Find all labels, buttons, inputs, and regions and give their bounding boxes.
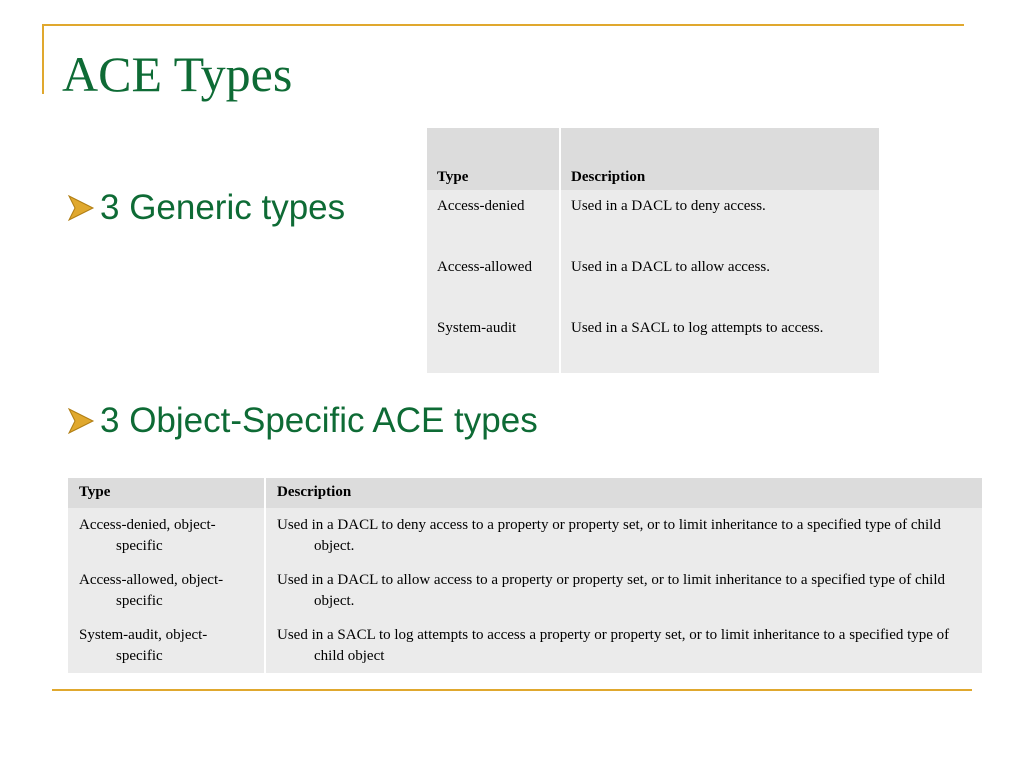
description-text: Used in a DACL to deny access to a property or property set, or to limit inheritance to a specified type of child object.: [277, 517, 941, 554]
table-row: [68, 563, 982, 618]
left-accent-rule: [42, 24, 44, 94]
arrow-bullet-icon: [66, 191, 96, 225]
description-text: Used in a DACL to allow access to a property or property set, or to limit inheritance to a specified type of child object.: [277, 572, 945, 609]
bullet-text: 3 Generic types: [100, 188, 346, 227]
description-cell: Used in a SACL to log attempts to access.: [560, 312, 879, 373]
type-cell: [68, 618, 265, 673]
column-header-description: Description: [265, 478, 982, 508]
arrow-bullet-icon: [66, 404, 96, 438]
table-row: [427, 251, 879, 312]
description-text: Used in a SACL to log attempts to access a property or property set, or to limit inheritance to a specified type of child object: [277, 627, 950, 664]
description-cell: Used in a DACL to deny access.: [560, 190, 879, 251]
type-text: System-audit, object-specific: [79, 627, 208, 664]
bottom-accent-rule: [52, 689, 972, 691]
type-cell: [68, 508, 265, 563]
bullet-text: 3 Object-Specific ACE types: [100, 401, 538, 440]
description-cell: Used in a DACL to allow access.: [560, 251, 879, 312]
type-text: Access-allowed, object-specific: [79, 572, 224, 609]
table-row: [427, 190, 879, 251]
description-cell: [265, 563, 982, 618]
column-header-type: Type: [427, 128, 560, 190]
column-header-description: Description: [560, 128, 879, 190]
table-row: [427, 312, 879, 373]
bullet-object-specific-types: [66, 400, 538, 442]
type-cell: System-audit: [427, 312, 560, 373]
type-cell: Access-denied: [427, 190, 560, 251]
description-cell: [265, 508, 982, 563]
generic-ace-table: [427, 128, 879, 373]
column-header-type: Type: [68, 478, 265, 508]
type-cell: [68, 563, 265, 618]
description-cell: [265, 618, 982, 673]
table-row: [68, 618, 982, 673]
type-text: Access-denied, object-specific: [79, 517, 216, 554]
table-row: [68, 508, 982, 563]
type-cell: Access-allowed: [427, 251, 560, 312]
top-accent-rule: [42, 24, 964, 26]
object-specific-ace-table: [68, 478, 982, 673]
bullet-generic-types: [66, 187, 345, 229]
slide-title: ACE Types: [62, 46, 293, 102]
